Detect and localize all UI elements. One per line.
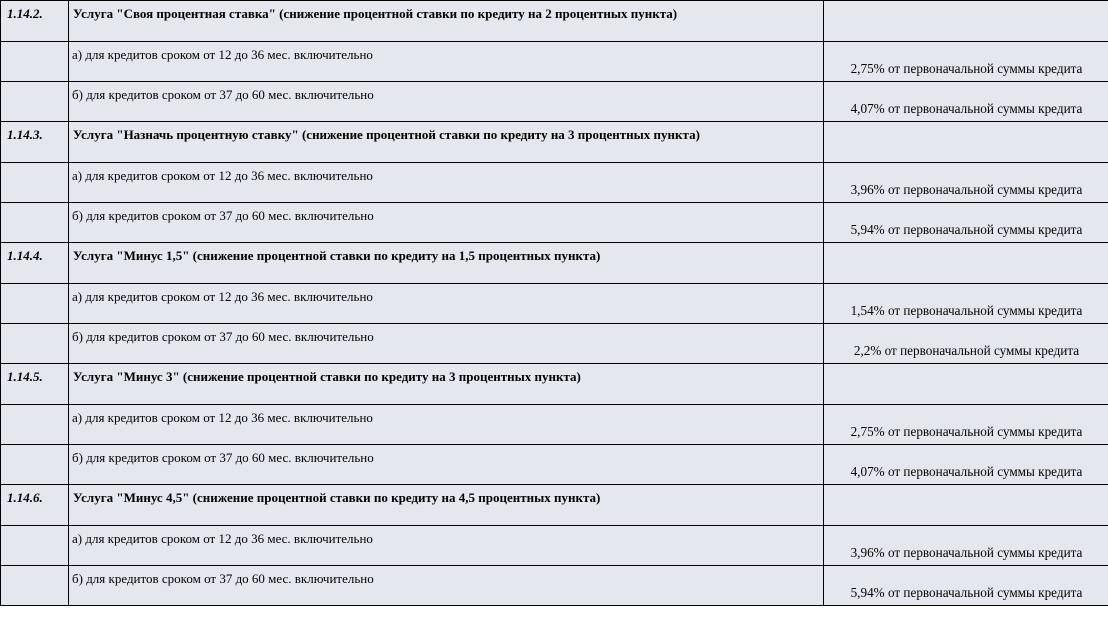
service-title: Услуга "Минус 1,5" (снижение процентной ставки по кредиту на 1,5 процентных пункта) xyxy=(69,243,824,284)
condition-value: 2,2% от первоначальной суммы кредита xyxy=(824,324,1108,364)
service-value-empty xyxy=(824,364,1108,405)
condition-label: а) для кредитов сроком от 12 до 36 мес. включительно xyxy=(69,526,824,566)
condition-value: 2,75% от первоначальной суммы кредита xyxy=(824,42,1108,82)
condition-code-empty xyxy=(1,203,69,243)
condition-value: 4,07% от первоначальной суммы кредита xyxy=(824,82,1108,122)
condition-row xyxy=(1,445,1108,485)
condition-value: 4,07% от первоначальной суммы кредита xyxy=(824,445,1108,485)
service-code: 1.14.2. xyxy=(1,1,69,42)
tariff-table-body xyxy=(1,1,1108,606)
service-row-1-14-5 xyxy=(1,364,1108,405)
service-code: 1.14.4. xyxy=(1,243,69,284)
condition-label: б) для кредитов сроком от 37 до 60 мес. включительно xyxy=(69,324,824,364)
condition-code-empty xyxy=(1,445,69,485)
condition-row xyxy=(1,324,1108,364)
service-row-1-14-4 xyxy=(1,243,1108,284)
service-row-1-14-3 xyxy=(1,122,1108,163)
service-value-empty xyxy=(824,1,1108,42)
condition-row xyxy=(1,566,1108,606)
condition-value: 3,96% от первоначальной суммы кредита xyxy=(824,163,1108,203)
condition-code-empty xyxy=(1,405,69,445)
condition-row xyxy=(1,203,1108,243)
condition-row xyxy=(1,163,1108,203)
condition-row xyxy=(1,42,1108,82)
condition-code-empty xyxy=(1,324,69,364)
service-title: Услуга "Назначь процентную ставку" (снижение процентной ставки по кредиту на 3 процентных пункта) xyxy=(69,122,824,163)
condition-row xyxy=(1,82,1108,122)
condition-label: б) для кредитов сроком от 37 до 60 мес. включительно xyxy=(69,203,824,243)
condition-value: 2,75% от первоначальной суммы кредита xyxy=(824,405,1108,445)
service-value-empty xyxy=(824,243,1108,284)
service-code: 1.14.5. xyxy=(1,364,69,405)
service-title: Услуга "Минус 3" (снижение процентной ставки по кредиту на 3 процентных пункта) xyxy=(69,364,824,405)
service-title: Услуга "Минус 4,5" (снижение процентной ставки по кредиту на 4,5 процентных пункта) xyxy=(69,485,824,526)
condition-code-empty xyxy=(1,526,69,566)
condition-value: 5,94% от первоначальной суммы кредита xyxy=(824,203,1108,243)
condition-label: а) для кредитов сроком от 12 до 36 мес. включительно xyxy=(69,405,824,445)
condition-value: 3,96% от первоначальной суммы кредита xyxy=(824,526,1108,566)
condition-code-empty xyxy=(1,82,69,122)
condition-label: а) для кредитов сроком от 12 до 36 мес. включительно xyxy=(69,163,824,203)
service-code: 1.14.6. xyxy=(1,485,69,526)
condition-code-empty xyxy=(1,284,69,324)
condition-label: а) для кредитов сроком от 12 до 36 мес. включительно xyxy=(69,42,824,82)
condition-code-empty xyxy=(1,42,69,82)
service-value-empty xyxy=(824,485,1108,526)
condition-code-empty xyxy=(1,566,69,606)
condition-label: а) для кредитов сроком от 12 до 36 мес. включительно xyxy=(69,284,824,324)
service-title: Услуга "Своя процентная ставка" (снижение процентной ставки по кредиту на 2 процентных пункта) xyxy=(69,1,824,42)
condition-label: б) для кредитов сроком от 37 до 60 мес. включительно xyxy=(69,82,824,122)
condition-value: 5,94% от первоначальной суммы кредита xyxy=(824,566,1108,606)
condition-label: б) для кредитов сроком от 37 до 60 мес. включительно xyxy=(69,566,824,606)
condition-code-empty xyxy=(1,163,69,203)
condition-value: 1,54% от первоначальной суммы кредита xyxy=(824,284,1108,324)
service-row-1-14-2 xyxy=(1,1,1108,42)
service-value-empty xyxy=(824,122,1108,163)
condition-label: б) для кредитов сроком от 37 до 60 мес. включительно xyxy=(69,445,824,485)
service-row-1-14-6 xyxy=(1,485,1108,526)
condition-row xyxy=(1,526,1108,566)
condition-row xyxy=(1,284,1108,324)
service-code: 1.14.3. xyxy=(1,122,69,163)
condition-row xyxy=(1,405,1108,445)
